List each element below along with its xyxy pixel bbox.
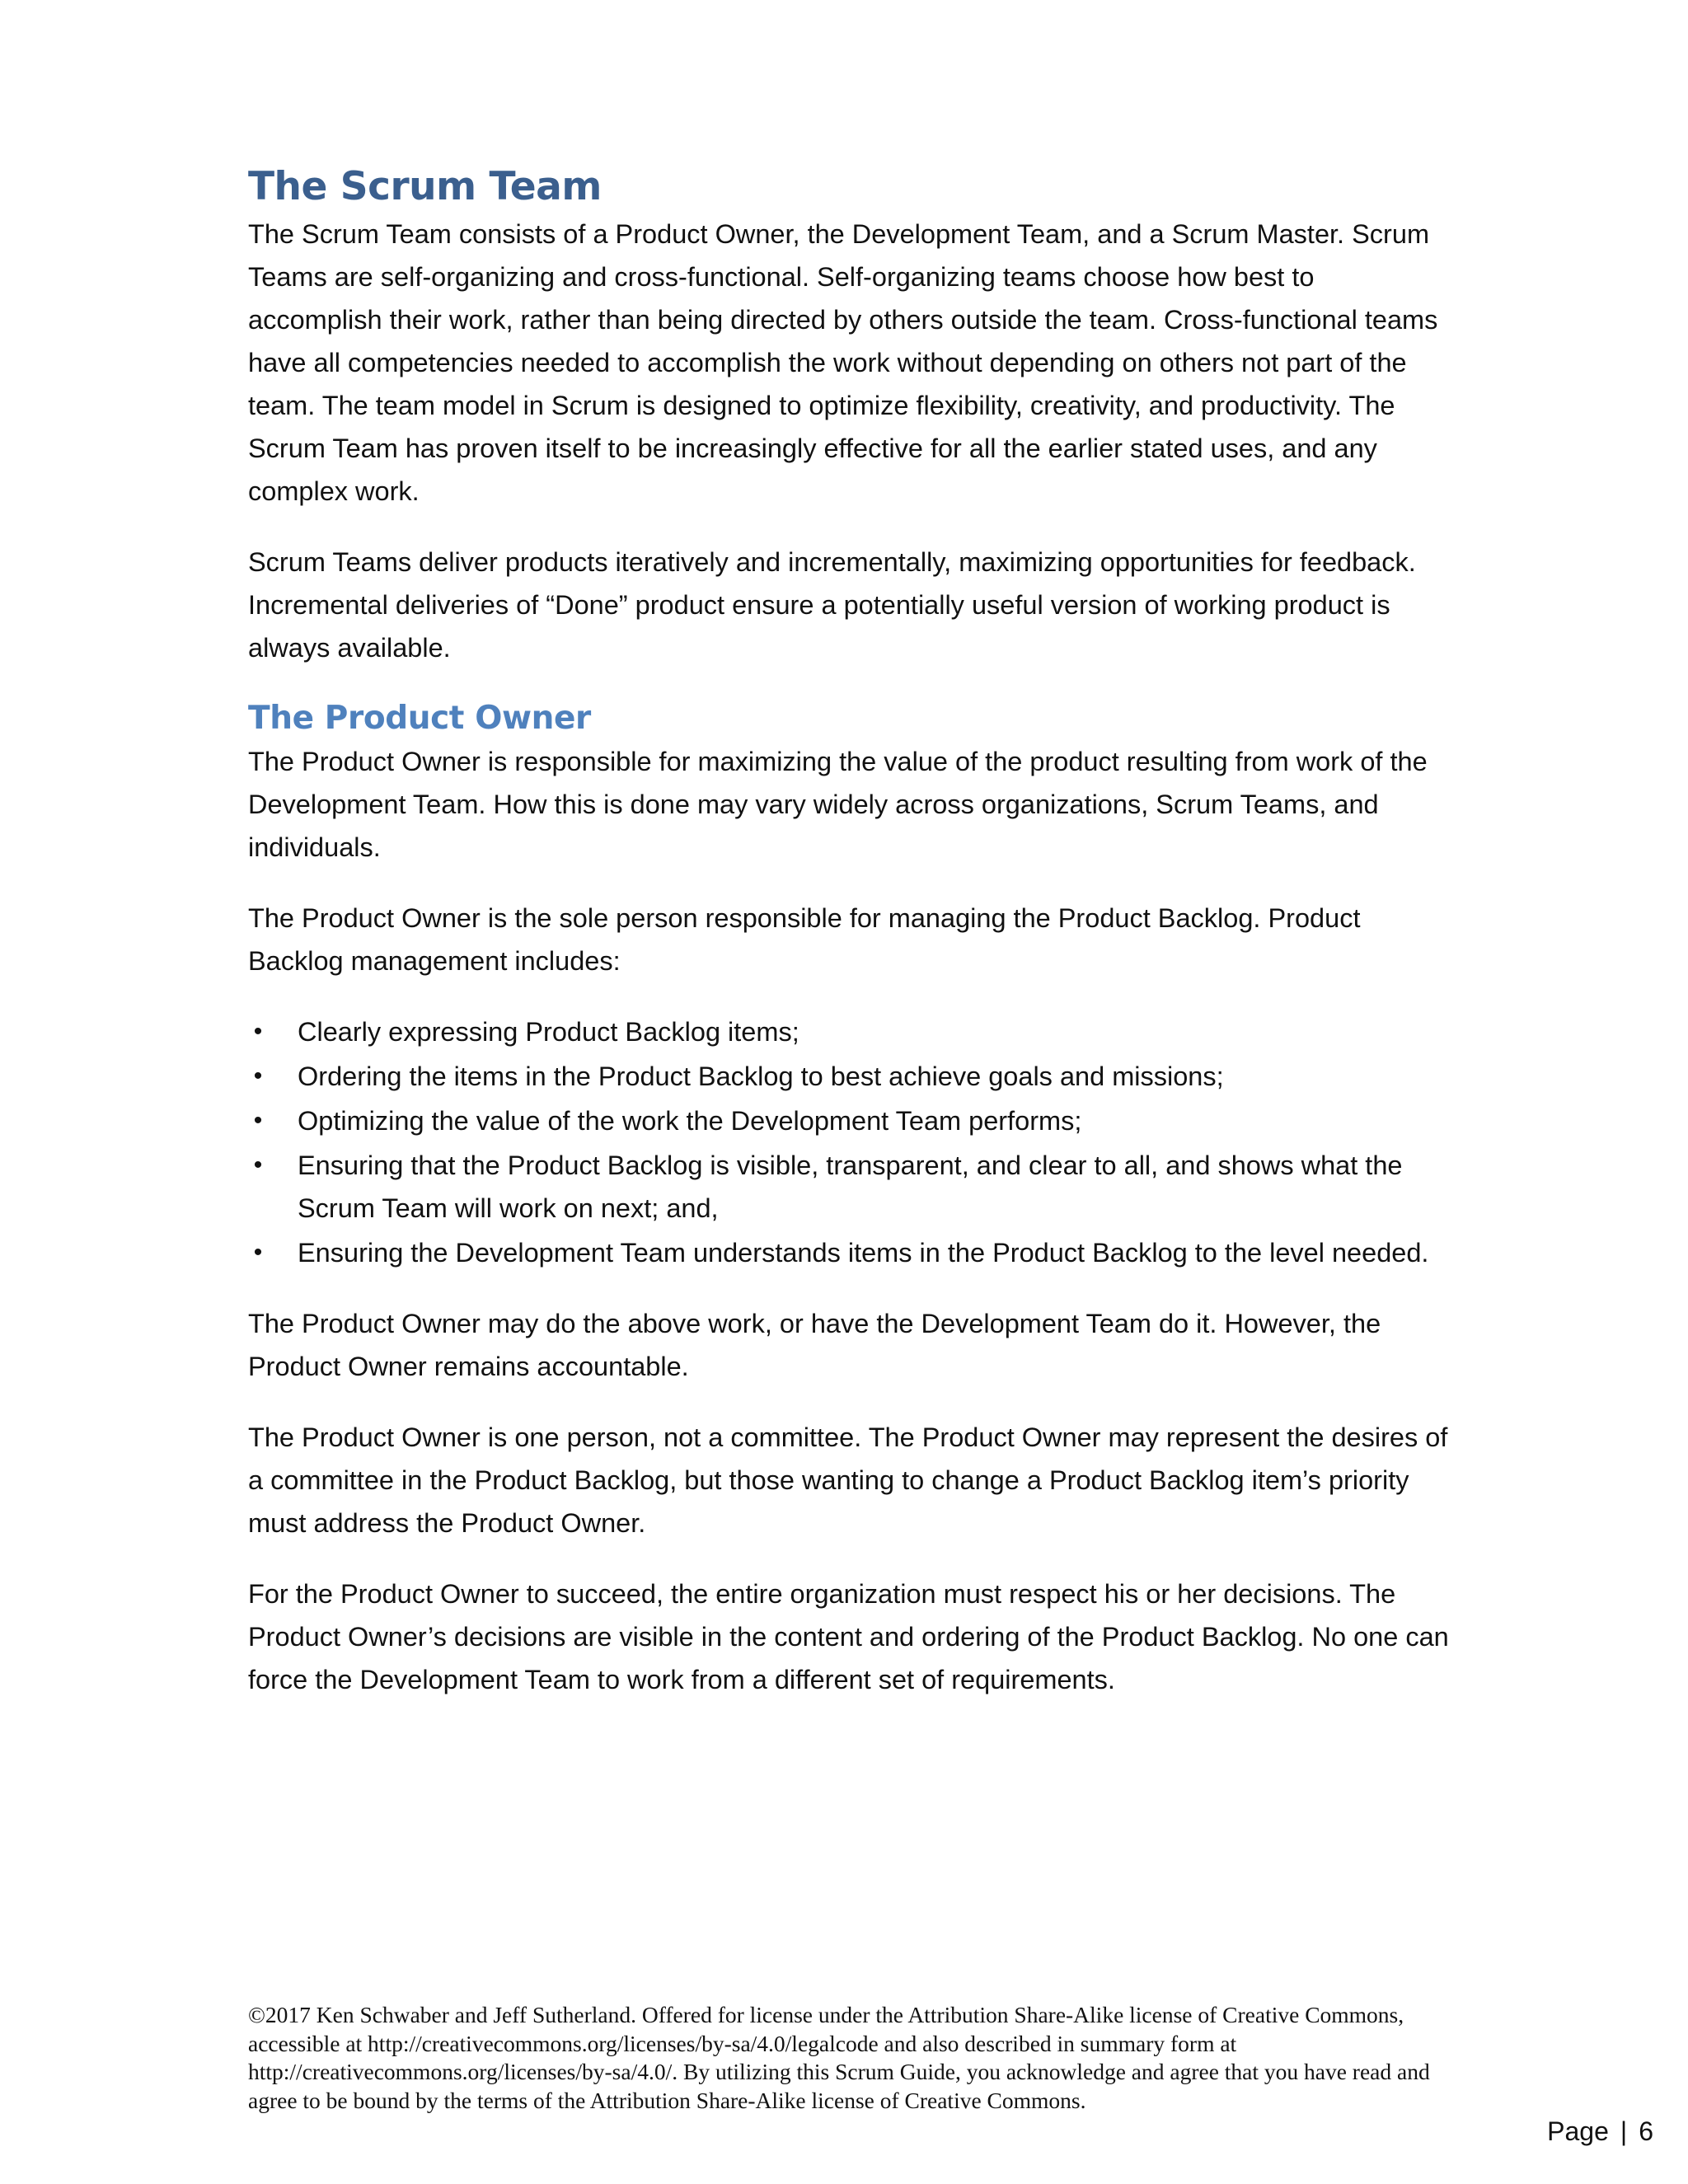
body-paragraph: The Product Owner is one person, not a committee. The Product Owner may represent the desires of a committee in the Product Backlog, but those wanting to change a Product Backlog item’s priority must address the Product Owner.	[248, 1422, 1448, 1538]
body-paragraph: For the Product Owner to succeed, the entire organization must respect his or her decisions. The Product Owner’s decisions are visible in the content and ordering of the Product Backlog. No one can force the Development Team to work from a different set of requirements.	[248, 1579, 1449, 1694]
page-content	[248, 162, 1451, 1729]
list-item-text: Ordering the items in the Product Backlog to best achieve goals and missions;	[298, 1062, 1224, 1091]
bullet-list	[248, 1010, 1451, 1274]
page-number	[1547, 2116, 1653, 2147]
list-item	[248, 1055, 1451, 1098]
page-label: Page	[1547, 2116, 1609, 2146]
list-item	[248, 1144, 1451, 1230]
list-item-text: Ensuring the Development Team understands items in the Product Backlog to the level needed.	[298, 1238, 1429, 1268]
body-paragraph: The Product Owner is responsible for maximizing the value of the product resulting from work of the Development Team. How this is done may vary widely across organizations, Scrum Teams, and individuals.	[248, 747, 1428, 862]
bullet-icon: •	[253, 1062, 263, 1090]
page-number-value: 6	[1639, 2116, 1653, 2146]
section-title: The Scrum Team	[248, 164, 602, 209]
bullet-icon: •	[253, 1107, 263, 1134]
page-separator: |	[1620, 2116, 1628, 2146]
bullet-icon: •	[253, 1239, 263, 1266]
list-item	[248, 1231, 1451, 1274]
list-item-text: Ensuring that the Product Backlog is visible, transparent, and clear to all, and shows what the Scrum Team will work on next; and,	[298, 1151, 1403, 1223]
bullet-icon: •	[253, 1151, 263, 1179]
body-paragraph: The Scrum Team consists of a Product Owner, the Development Team, and a Scrum Master. Scrum Teams are self-organizing and cross-functional. Self-organizing teams choose how best to accomplish their work, rather than being directed by others outside the team. Cross-functional teams have all competencies needed to accomplish the work without depending on others not part of the team. The team model in Scrum is designed to optimize flexibility, creativity, and productivity. The Scrum Team has proven itself to be increasingly effective for all the earlier stated uses, and any complex work.	[248, 219, 1438, 506]
body-paragraph: The Product Owner is the sole person responsible for managing the Product Backlog. Product Backlog management includes:	[248, 903, 1361, 976]
body-paragraph: Scrum Teams deliver products iteratively and incrementally, maximizing opportunities for feedback. Incremental deliveries of “Done” product ensure a potentially useful version of working product is always available.	[248, 547, 1416, 663]
list-item	[248, 1099, 1451, 1142]
license-footer: ©2017 Ken Schwaber and Jeff Sutherland. Offered for license under the Attribution Share-Alike license of Creative Commons, accessible at http://creativecommons.org/licenses/by-sa/4.0/legalcode and also described in summary form at http://creativecommons.org/licenses/by-sa/4.0/. By utilizing this Scrum Guide, you acknowledge and agree that you have read and agree to be bound by the terms of the Attribution Share-Alike license of Creative Commons.	[248, 2002, 1430, 2113]
bullet-icon: •	[253, 1018, 263, 1045]
subsection-title: The Product Owner	[248, 700, 591, 737]
list-item	[248, 1010, 1451, 1053]
body-paragraph: The Product Owner may do the above work, or have the Development Team do it. However, the Product Owner remains accountable.	[248, 1309, 1381, 1381]
list-item-text: Clearly expressing Product Backlog items;	[298, 1017, 799, 1047]
list-item-text: Optimizing the value of the work the Development Team performs;	[298, 1106, 1082, 1136]
